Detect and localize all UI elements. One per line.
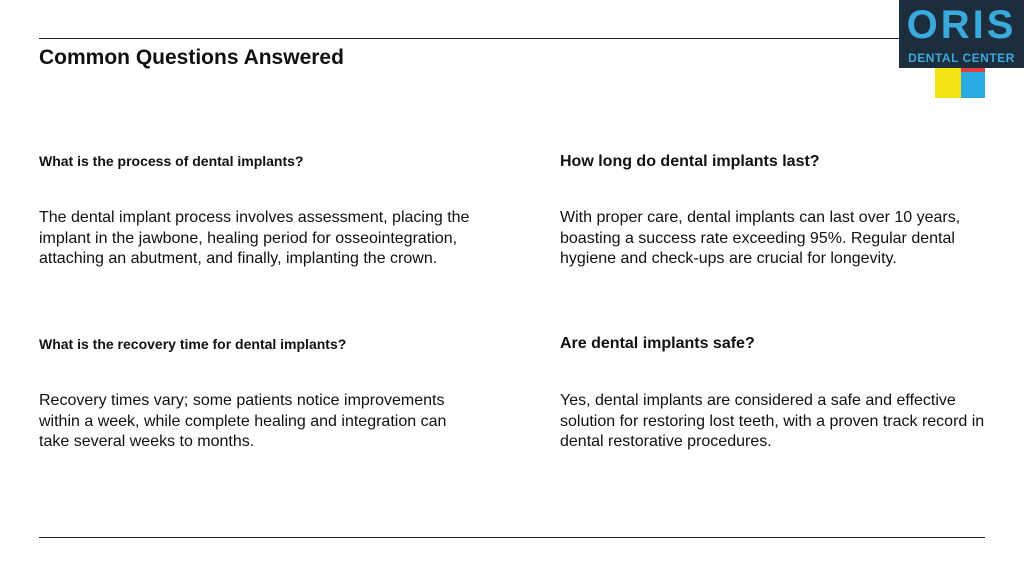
logo-subtitle: DENTAL CENTER (908, 51, 1015, 65)
page-title: Common Questions Answered (39, 46, 344, 69)
faq-answer-process: The dental implant process involves assessment, placing the implant in the jawbone, healing period for osseointegration, attaching an abutment, and finally, implanting the crown. (39, 209, 470, 267)
top-divider (39, 38, 901, 39)
logo-background (899, 0, 1024, 68)
logo-yellow-square (935, 68, 961, 98)
faq-question-safety: Are dental implants safe? (560, 335, 755, 352)
faq-answer-recovery: Recovery times vary; some patients notice improvements within a week, while complete healing and integration can take several weeks to months. (39, 392, 447, 450)
faq-question-longevity: How long do dental implants last? (560, 153, 820, 170)
logo-wordmark: ORIS (906, 3, 1017, 47)
faq-answer-safety: Yes, dental implants are considered a safe and effective solution for restoring lost teeth, with a proven track record in dental restorative procedures. (560, 392, 985, 450)
oris-dental-center-logo (899, 0, 1024, 100)
faq-question-recovery: What is the recovery time for dental implants? (39, 336, 347, 352)
faq-question-process: What is the process of dental implants? (39, 153, 304, 169)
bottom-divider (39, 537, 985, 538)
faq-answer-longevity: With proper care, dental implants can last over 10 years, boasting a success rate exceeding 95%. Regular dental hygiene and check-ups are crucial for longevity. (560, 209, 961, 267)
logo-blue-square (961, 72, 985, 98)
